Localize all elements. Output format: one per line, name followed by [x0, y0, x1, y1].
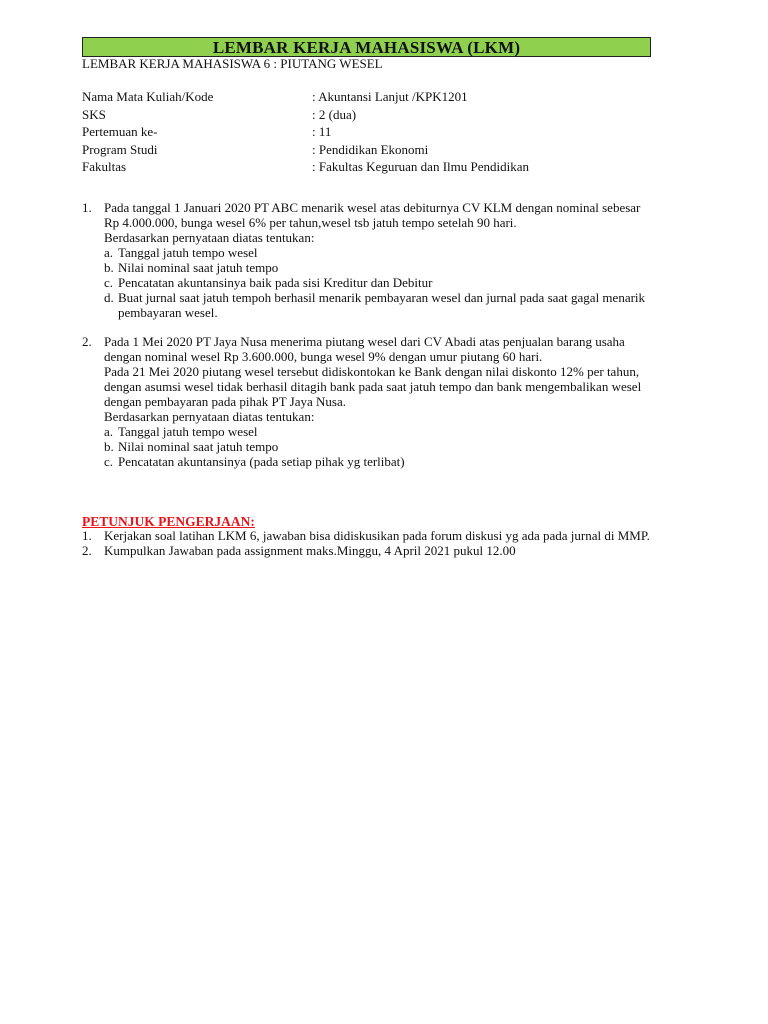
question-line: Berdasarkan pernyataan diatas tentukan: [104, 230, 315, 245]
item-letter: d. [104, 290, 114, 305]
item-letter: c. [104, 275, 114, 290]
instruction-number: 1. [82, 528, 92, 543]
question-line: Pada 21 Mei 2020 piutang wesel tersebut didiskontokan ke Bank dengan nilai diskonto 12% per tahun, [104, 364, 640, 379]
item-text: Pencatatan akuntansinya (pada setiap pihak yg terlibat) [118, 454, 405, 469]
item-text: Tanggal jatuh tempo wesel [118, 245, 258, 260]
item-letter: b. [104, 260, 114, 275]
question-number: 2. [82, 334, 92, 349]
info-value: : 2 (dua) [312, 106, 357, 122]
question-line: dengan pembayaran pada pihak PT Jaya Nusa. [104, 394, 346, 409]
question-item [104, 275, 704, 290]
item-letter: a. [104, 245, 114, 260]
info-value: : Akuntansi Lanjut /KPK1201 [312, 89, 468, 104]
info-label: Pertemuan ke- [82, 124, 158, 139]
question-item [104, 424, 704, 439]
question-item [104, 260, 704, 275]
instruction-item [82, 529, 722, 544]
instructions-list [82, 529, 722, 558]
instruction-text: Kerjakan soal latihan LKM 6, jawaban bisa didiskusikan pada forum diskusi yg ada pada jurnal di MMP. [104, 528, 650, 543]
info-label: Nama Mata Kuliah/Kode [82, 89, 214, 104]
question-item [104, 439, 704, 454]
info-label: Fakultas [82, 159, 127, 174]
question-line: Pada tanggal 1 Januari 2020 PT ABC menarik wesel atas debiturnya CV KLM dengan nominal sebesar [104, 200, 641, 215]
question-line: Berdasarkan pernyataan diatas tentukan: [104, 409, 315, 424]
question-line: dengan asumsi wesel tidak berhasil ditagih bank pada saat jatuh tempo dan bank mengembalikan wesel [104, 379, 642, 394]
document-subtitle: LEMBAR KERJA MAHASISWA 6 : PIUTANG WESEL [82, 56, 383, 71]
question-line: Rp 4.000.000, bunga wesel 6% per tahun,wesel tsb jatuh tempo setelah 90 hari. [104, 215, 517, 230]
question-item [104, 454, 704, 469]
item-text: Nilai nominal saat jatuh tempo [118, 439, 279, 454]
info-label: Program Studi [82, 141, 158, 157]
info-row [82, 158, 682, 176]
info-value: : Fakultas Keguruan dan Ilmu Pendidikan [312, 159, 529, 174]
question-number: 1. [82, 200, 92, 215]
course-info [82, 88, 682, 176]
question-body [104, 334, 704, 469]
item-letter: c. [104, 454, 114, 469]
item-text: Nilai nominal saat jatuh tempo [118, 260, 279, 275]
info-row [82, 88, 682, 106]
item-text: Tanggal jatuh tempo wesel [118, 424, 258, 439]
info-value: : 11 [312, 124, 332, 139]
question-line: Pada 1 Mei 2020 PT Jaya Nusa menerima piutang wesel dari CV Abadi atas penjualan barang usaha [104, 334, 625, 349]
instruction-text: Kumpulkan Jawaban pada assignment maks.Minggu, 4 April 2021 pukul 12.00 [104, 542, 516, 558]
info-label: SKS [82, 106, 106, 122]
question-body [104, 200, 704, 320]
question-item [104, 245, 704, 260]
item-text: Buat jurnal saat jatuh tempoh berhasil menarik pembayaran wesel dan jurnal pada saat gagal menarik pembayaran wesel. [118, 290, 646, 320]
info-row [82, 123, 682, 141]
instruction-number: 2. [82, 542, 92, 558]
item-text: Pencatatan akuntansinya baik pada sisi Kreditur dan Debitur [118, 275, 433, 290]
info-value: : Pendidikan Ekonomi [312, 141, 429, 157]
document-title: LEMBAR KERJA MAHASISWA (LKM) [82, 37, 651, 57]
instructions-heading: PETUNJUK PENGERJAAN: [82, 514, 255, 529]
question-line: dengan nominal wesel Rp 3.600.000, bunga wesel 9% dengan umur piutang 60 hari. [104, 349, 543, 364]
question-item [104, 290, 704, 320]
item-letter: a. [104, 424, 114, 439]
info-row [82, 106, 682, 124]
info-row [82, 141, 682, 159]
item-letter: b. [104, 439, 114, 454]
instruction-item [82, 544, 722, 559]
